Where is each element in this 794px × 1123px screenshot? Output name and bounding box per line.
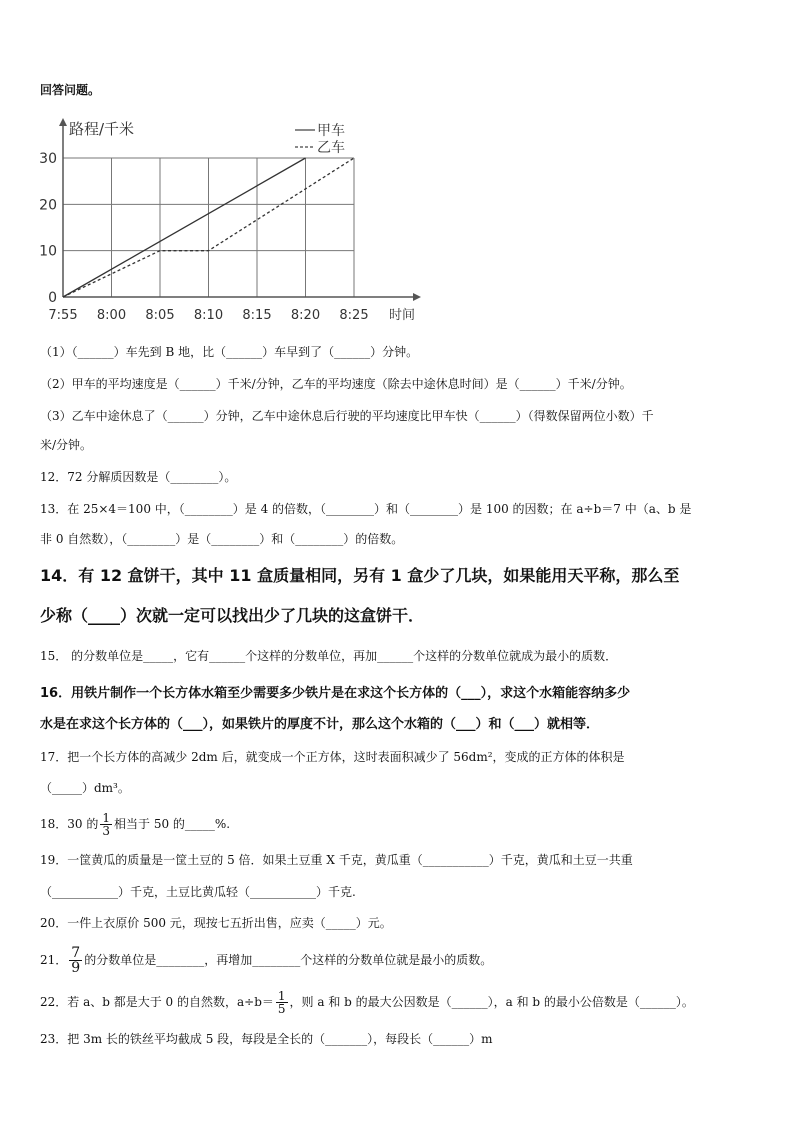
q18-denominator: 3 [102,824,110,838]
question-21 [40,946,492,975]
y-tick-label: 30 [39,151,57,167]
question-22 [40,990,694,1015]
q18-numerator: 1 [102,811,110,825]
q22-fraction [276,990,288,1015]
question-23: 23．把 3m 长的铁丝平均截成 5 段，每段是全长的（_______），每段长（______）m [40,1032,493,1046]
x-tick-label: 8:00 [96,308,127,323]
y-tick-label: 0 [48,290,57,306]
x-tick-label: 8:15 [242,308,272,323]
chart-grid [63,158,354,297]
question-13-line1: 13．在 25×4＝100 中，（________）是 4 的倍数，（________）和（________）是 100 的因数；在 a÷b＝7 中（a、b 是 [40,502,692,516]
q11-part3-line2: 米/分钟。 [40,438,93,452]
q11-part3-line1: （3）乙车中途休息了（______）分钟，乙车中途休息后行驶的平均速度比甲车快（______）（得数保留两位小数）千 [40,409,654,423]
q18-prefix: 18．30 的 [40,817,99,831]
legend [295,123,345,156]
question-20: 20．一件上衣原价 500 元，现按七五折出售，应卖（_____）元。 [40,916,392,930]
q22-numerator: 1 [277,989,286,1003]
x-tick-label: 8:20 [290,308,321,323]
x-axis-arrow [413,293,421,301]
q21-fraction [69,946,82,975]
q18-suffix: 相当于 50 的_____%. [114,817,231,831]
q21-denominator: 9 [71,960,81,976]
x-tick-label: 8:10 [193,308,224,323]
q22-suffix: ，则 a 和 b 的最大公因数是（______），a 和 b 的最小公倍数是（______）。 [289,995,694,1009]
q21-suffix: 的分数单位是________，再增加________个这样的分数单位就是最小的质数。 [84,953,493,967]
y-tick-label: 20 [39,197,57,214]
x-tick-label: 7:55 [48,308,78,323]
q21-numerator: 7 [71,945,81,961]
y-axis-arrow [59,118,67,126]
series-line-jia [63,158,306,297]
intro-text: 回答问题。 [40,83,101,97]
x-tick-label: 8:25 [339,308,369,323]
q18-fraction [100,812,112,837]
question-16-line2: 水是在求这个长方体的（___），如果铁片的厚度不计，那么这个水箱的（___）和（___）就相等． [40,717,600,732]
question-13-line2: 非 0 自然数），（________）是（________）和（________）的倍数。 [40,532,404,546]
question-19-line2: （___________）千克，土豆比黄瓜轻（___________）千克. [40,885,356,899]
question-15: 15． 的分数单位是_____，它有______个这样的分数单位，再加______个这样的分数单位就成为最小的质数． [40,649,618,663]
question-18 [40,812,230,837]
question-12: 12．72 分解质因数是（________）。 [40,470,237,484]
legend-label-yi: 乙车 [317,140,345,156]
q11-part1: （1）（______）车先到 B 地，比（______）车早到了（______）分钟。 [40,345,419,359]
question-14-line1: 14．有 12 盒饼干，其中 11 盒质量相同，另有 1 盒少了几块，如果能用天平称，那么至 [40,566,680,585]
q22-denominator: 5 [277,1002,286,1016]
legend-label-jia: 甲车 [317,123,345,139]
x-axis-label: 时间 [389,308,416,323]
question-17-line1: 17．把一个长方体的高减少 2dm 后，就变成一个正方体，这时表面积减少了 56dm²，变成的正方体的体积是 [40,750,625,764]
q21-prefix: 21． [40,953,68,967]
distance-time-chart [25,108,445,323]
question-16-line1: 16．用铁片制作一个长方体水箱至少需要多少铁片是在求这个长方体的（___），求这个水箱能容纳多少 [40,686,631,701]
q11-part2: （2）甲车的平均速度是（______）千米/分钟，乙车的平均速度（除去中途休息时间）是（______）千米/分钟。 [40,377,632,391]
x-tick-label: 8:05 [145,308,175,323]
q22-prefix: 22．若 a、b 都是大于 0 的自然数，a÷b＝ [40,995,274,1009]
y-axis-label: 路程/千米 [69,120,135,138]
y-tick-label: 10 [39,243,57,260]
question-14-line2: 少称（____）次就一定可以找出少了几块的这盒饼干． [40,606,425,625]
question-19-line1: 19．一筐黄瓜的质量是一筐土豆的 5 倍．如果土豆重 X 千克，黄瓜重（___________）千克，黄瓜和土豆一共重 [40,853,633,867]
question-17-line2: （_____）dm³。 [40,781,130,795]
